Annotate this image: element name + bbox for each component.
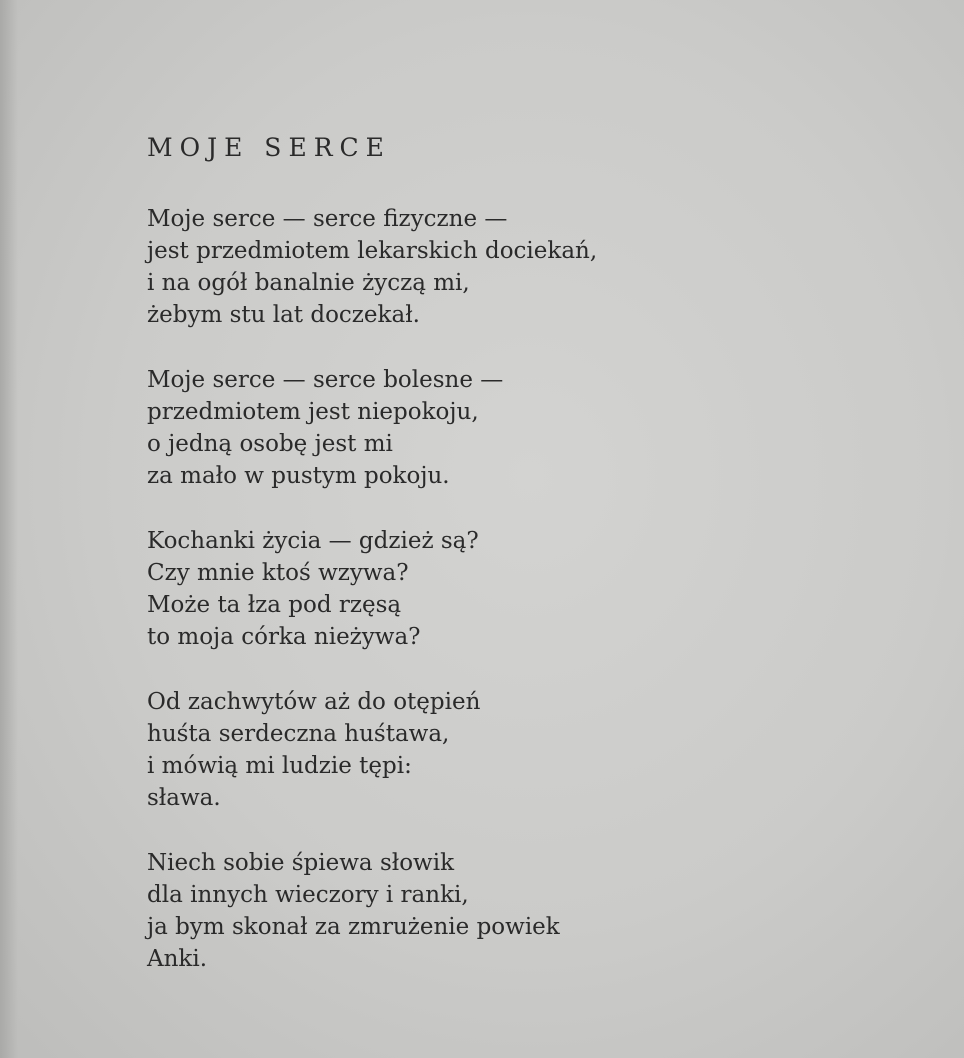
poem-line: dla innych wieczory i ranki, (147, 882, 469, 908)
poem-line: żebym stu lat doczekał. (147, 302, 420, 328)
poem-line: Moje serce — serce fizyczne — (147, 206, 508, 232)
poem-line: Niech sobie śpiewa słowik (147, 850, 455, 876)
stanza-4 (147, 686, 907, 814)
stanza-5 (147, 847, 907, 975)
stanza-3 (147, 525, 907, 653)
poem-line: ja bym skonał za zmrużenie powiek (147, 914, 560, 940)
poem-line: Czy mnie ktoś wzywa? (147, 560, 409, 586)
poem-line: to moja córka nieżywa? (147, 624, 421, 650)
poem-line: za mało w pustym pokoju. (147, 463, 450, 489)
poem-line: Od zachwytów aż do otępień (147, 689, 481, 715)
poem-line: huśta serdeczna huśtawa, (147, 721, 450, 747)
poem-line: sława. (147, 785, 221, 811)
poem-title: MOJE SERCE (147, 133, 391, 162)
page-edge-shadow (0, 0, 18, 1058)
poem (147, 128, 907, 1008)
poem-line: Moje serce — serce bolesne — (147, 367, 504, 393)
poem-line: Może ta łza pod rzęsą (147, 592, 402, 618)
poem-line: i mówią mi ludzie tępi: (147, 753, 412, 779)
poem-line: i na ogół banalnie życzą mi, (147, 270, 470, 296)
poem-line: o jedną osobę jest mi (147, 431, 393, 457)
stanza-1 (147, 203, 907, 331)
stanza-2 (147, 364, 907, 492)
poem-line: Kochanki życia — gdzież są? (147, 528, 479, 554)
poem-line: przedmiotem jest niepokoju, (147, 399, 479, 425)
poem-line: Anki. (147, 946, 208, 972)
poem-line: jest przedmiotem lekarskich dociekań, (147, 238, 598, 264)
